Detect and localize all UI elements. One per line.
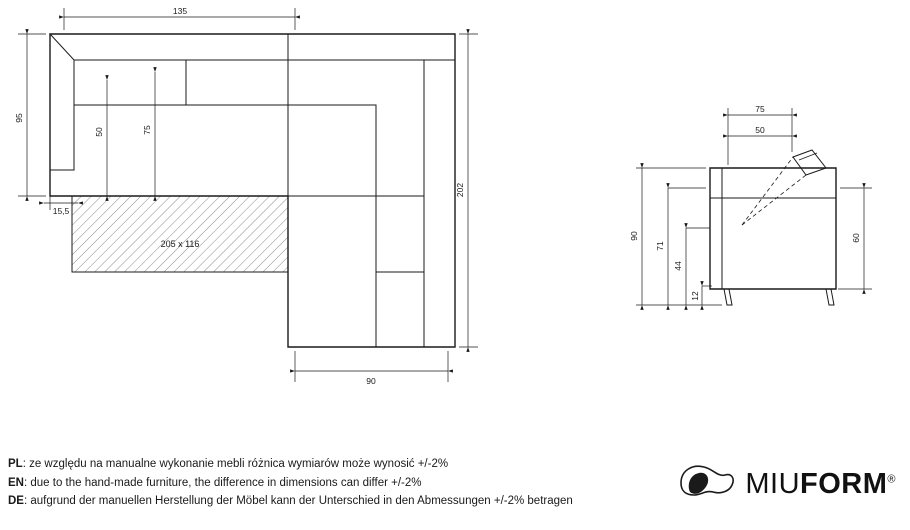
dim-label-side-12: 12 [690,291,700,301]
legend-code-en: EN [8,476,24,489]
side-view-group [629,104,872,305]
dim-label-side-60: 60 [851,233,861,243]
backrest-top [50,34,455,60]
dim-label-155: 15,5 [52,206,70,216]
dim-label-side-90: 90 [629,231,639,241]
dim-label-95: 95 [14,113,24,123]
side-body-outline [710,168,836,289]
side-backrest-raised [793,150,826,175]
side-backrest-recline-dashed [742,175,806,225]
sofa-outline [50,34,455,347]
dim-label-side-71: 71 [655,241,665,251]
dim-label-50: 50 [94,127,104,137]
brand-logo [677,456,896,512]
seat-edge-top [74,60,288,105]
top-view-group [14,6,478,386]
legend-code-de: DE [8,495,24,507]
brand-name-thin: M [745,467,771,500]
sleeping-area-label: 205 x 116 [160,239,200,249]
side-armrest [710,168,722,289]
brand-name-mid: IU [770,467,801,500]
armrest-left-inner [50,105,74,170]
side-backrest-recline-dashed-2 [742,157,793,225]
legend-row-en [8,474,608,493]
dim-label-90-bottom: 90 [366,376,376,386]
legend-code-pl: PL [8,458,23,470]
dim-label-135: 135 [172,6,188,16]
side-leg-front [724,289,732,305]
dim-label-side-44: 44 [673,261,683,271]
dim-label-side-50: 50 [755,125,765,135]
legend-text-pl: : ze względu na manualne wykonanie mebli różnica wymiarów może wynosić +/-2% [22,458,449,470]
legend-text-en: : due to the hand-made furniture, the difference in dimensions can differ +/-2% [23,476,422,489]
brand-wordmark [745,468,896,501]
backrest-right [424,60,455,347]
legend-text-de: : aufgrund der manuellen Herstellung der Möbel kann der Unterschied in den Abmessungen +/-2% betragen [23,495,573,507]
legend-row-pl [8,455,608,474]
miuform-logo-mark [677,461,739,507]
legend [8,455,608,511]
legend-row-de [8,492,608,511]
chaise-inner-edge [288,105,376,347]
dim-label-side-75: 75 [755,104,765,114]
dim-label-75: 75 [142,125,152,135]
sleeping-area-hatch [72,196,288,272]
dim-label-202: 202 [455,182,465,198]
brand-registered-mark: ® [887,472,896,485]
side-leg-back [826,289,834,305]
brand-name-bold: FORM [800,467,888,500]
